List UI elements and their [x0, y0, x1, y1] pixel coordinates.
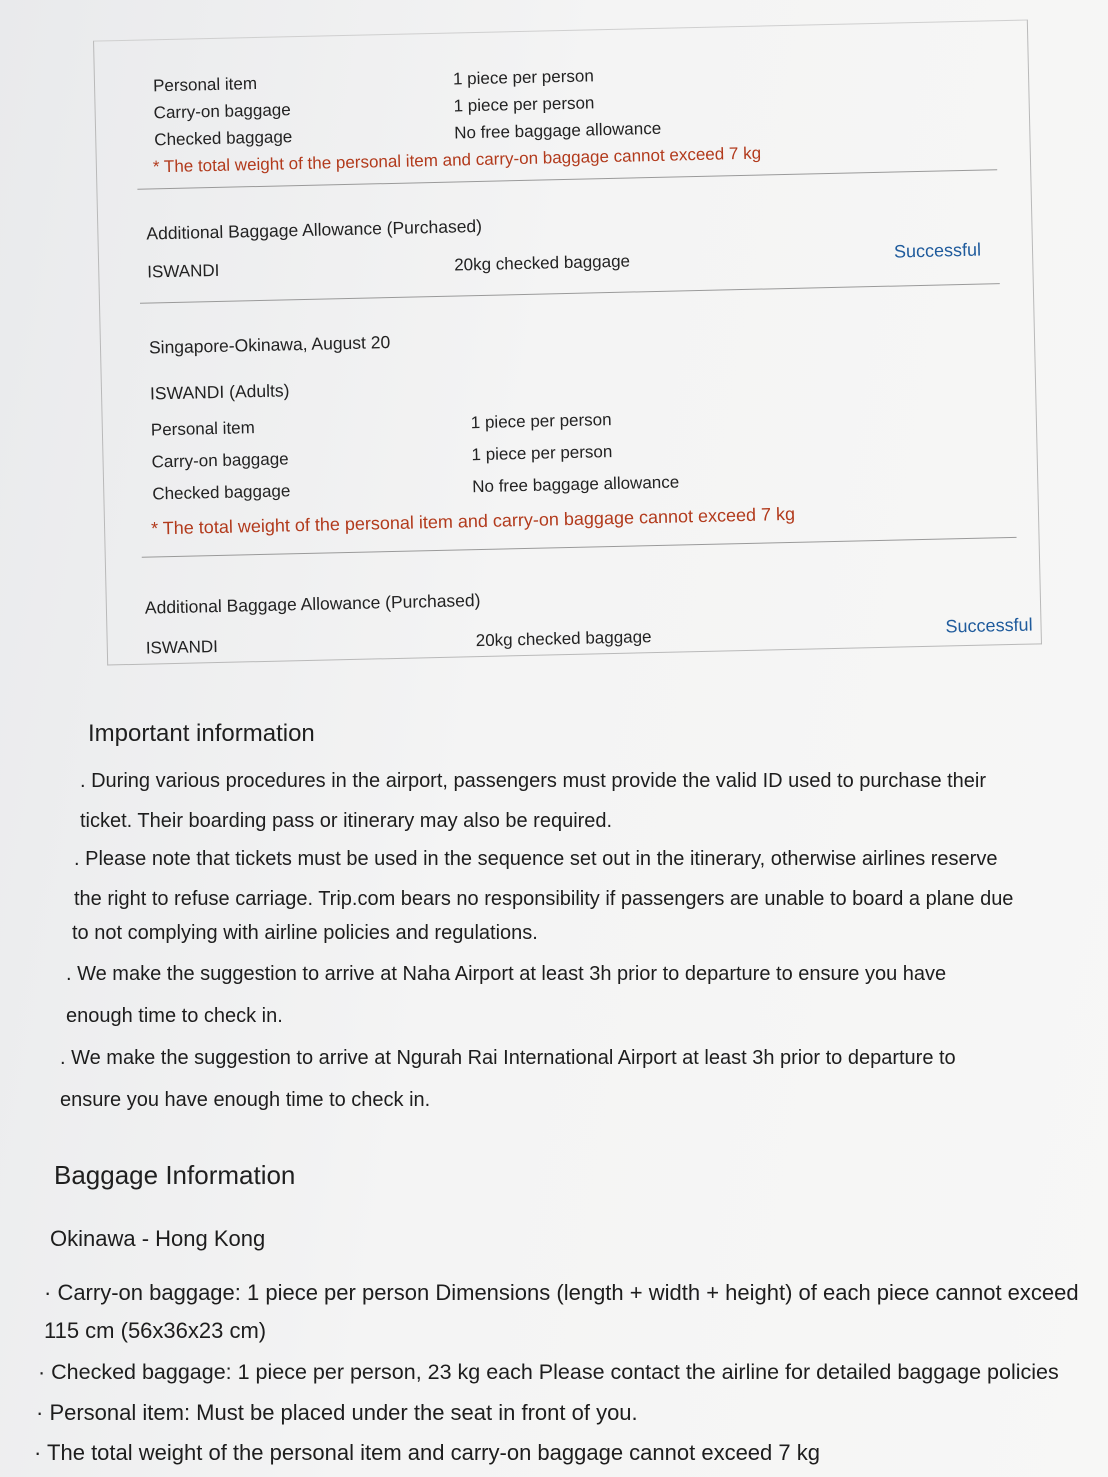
info-paragraph: to not complying with airline policies and regulations.	[72, 922, 538, 944]
checked-baggage-value: No free baggage allowance	[472, 472, 680, 497]
carry-on-label: Carry-on baggage	[151, 449, 289, 472]
personal-item-value: 1 piece per person	[452, 66, 595, 89]
status-badge: Successful	[945, 614, 1033, 637]
info-paragraph: . Please note that tickets must be used in the sequence set out in the itinerary, otherwise airlines reserve	[74, 848, 998, 870]
checked-baggage-value: No free baggage allowance	[454, 118, 662, 143]
passenger-type: ISWANDI (Adults)	[149, 380, 290, 404]
personal-item-value: 1 piece per person	[470, 410, 612, 433]
weight-warning: * The total weight of the personal item and carry-on baggage cannot exceed 7 kg	[152, 143, 762, 177]
passenger-name: ISWANDI	[145, 637, 219, 658]
baggage-allowance-box	[93, 19, 1042, 665]
info-paragraph: . We make the suggestion to arrive at Naha Airport at least 3h prior to departure to ensure you have	[66, 963, 947, 985]
baggage-bullet: · The total weight of the personal item and carry-on baggage cannot exceed 7 kg	[34, 1440, 820, 1465]
additional-baggage-title: Additional Baggage Allowance (Purchased)	[146, 215, 483, 244]
info-paragraph: . During various procedures in the airport, passengers must provide the valid ID used to purchase their	[80, 770, 987, 792]
purchased-baggage: 20kg checked baggage	[475, 627, 652, 651]
status-badge: Successful	[893, 239, 982, 262]
purchased-baggage: 20kg checked baggage	[453, 251, 631, 275]
baggage-info-title: Baggage Information	[54, 1160, 296, 1190]
info-paragraph: . We make the suggestion to arrive at Ngurah Rai International Airport at least 3h prior to departure to	[60, 1047, 956, 1069]
divider	[140, 283, 1000, 304]
baggage-bullet: · Personal item: Must be placed under the seat in front of you.	[36, 1400, 638, 1425]
info-paragraph: ticket. Their boarding pass or itinerary may also be required.	[80, 810, 613, 832]
info-paragraph: ensure you have enough time to check in.	[60, 1089, 431, 1111]
carry-on-label: Carry-on baggage	[153, 100, 291, 123]
checked-baggage-label: Checked baggage	[154, 127, 293, 150]
passenger-name: ISWANDI	[147, 260, 220, 282]
carry-on-value: 1 piece per person	[471, 442, 613, 465]
route-heading: Singapore-Okinawa, August 20	[148, 332, 391, 358]
baggage-bullet: 115 cm (56x36x23 cm)	[44, 1318, 267, 1343]
checked-baggage-label: Checked baggage	[152, 481, 291, 504]
baggage-bullet: · Checked baggage: 1 piece per person, 23 kg each Please contact the airline for detailed baggage policies	[38, 1360, 1059, 1384]
additional-baggage-title: Additional Baggage Allowance (Purchased)	[144, 590, 481, 618]
baggage-route: Okinawa - Hong Kong	[50, 1226, 266, 1251]
personal-item-label: Personal item	[150, 418, 256, 440]
personal-item-label: Personal item	[152, 73, 258, 96]
weight-warning: * The total weight of the personal item and carry-on baggage cannot exceed 7 kg	[150, 503, 796, 539]
info-paragraph: enough time to check in.	[66, 1005, 283, 1027]
info-paragraph: the right to refuse carriage. Trip.com bears no responsibility if passengers are unable to board a plane due	[74, 888, 1014, 910]
divider	[142, 537, 1017, 558]
carry-on-value: 1 piece per person	[453, 93, 595, 116]
important-info-title: Important information	[88, 720, 315, 747]
baggage-bullet: · Carry-on baggage: 1 piece per person Dimensions (length + width + height) of each piece cannot exceed	[44, 1280, 1079, 1305]
